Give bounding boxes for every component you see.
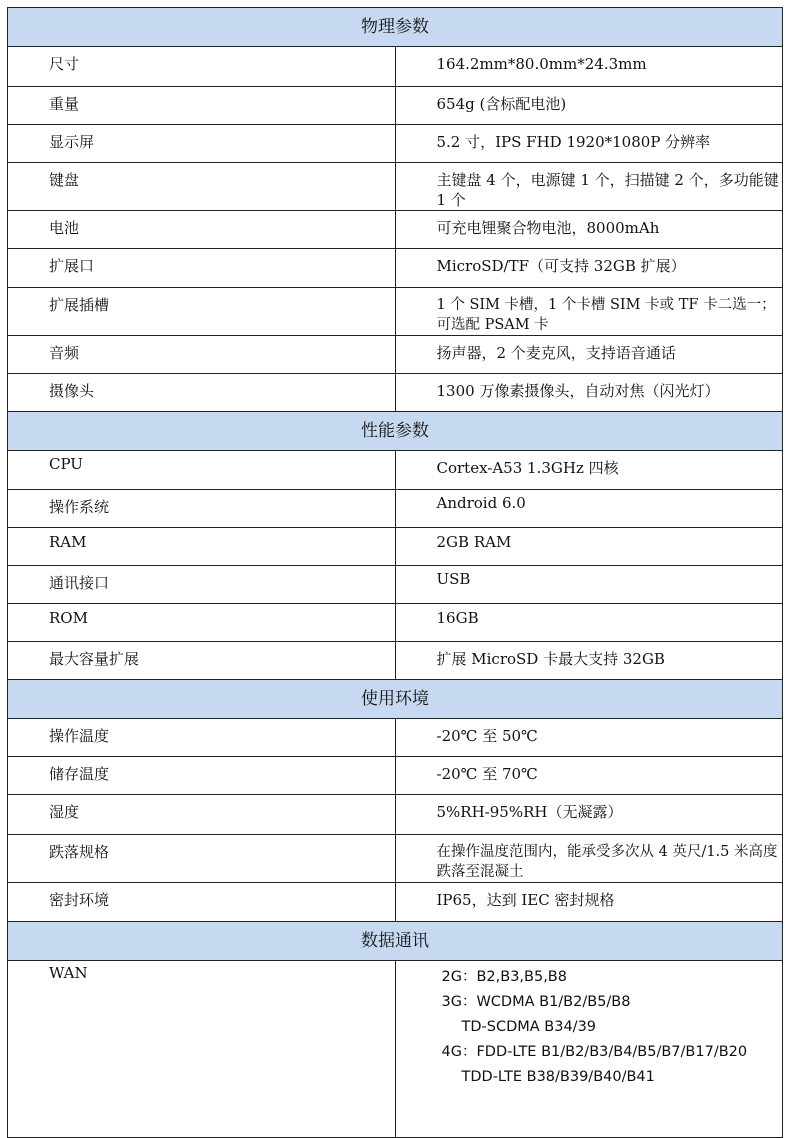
wan-line-2g: 2G：B2,B3,B5,B8	[441, 969, 567, 985]
row-label: 重量	[8, 87, 396, 125]
row-label: 键盘	[8, 163, 396, 211]
row-value: -20℃ 至 50℃	[395, 719, 783, 757]
row-value: MicroSD/TF（可支持 32GB 扩展）	[395, 249, 783, 288]
row-label: 操作温度	[8, 719, 396, 757]
section-header-performance	[8, 412, 783, 451]
row-label: 尺寸	[8, 47, 396, 87]
table-row	[8, 642, 783, 680]
section-title: 数据通讯	[8, 922, 783, 961]
row-label: 扩展插槽	[8, 288, 396, 336]
section-title: 使用环境	[8, 680, 783, 719]
row-value: 164.2mm*80.0mm*24.3mm	[395, 47, 783, 87]
table-row	[8, 490, 783, 528]
row-value: 1 个 SIM 卡槽，1 个卡槽 SIM 卡或 TF 卡二选一；可选配 PSAM 卡	[395, 288, 783, 336]
row-label: 音频	[8, 336, 396, 374]
row-value: 5.2 寸，IPS FHD 1920*1080P 分辨率	[395, 125, 783, 163]
table-row	[8, 374, 783, 412]
row-value: 在操作温度范围内，能承受多次从 4 英尺/1.5 米高度跌落至混凝土	[395, 835, 783, 883]
row-label: 湿度	[8, 795, 396, 835]
row-label: 密封环境	[8, 883, 396, 922]
section-header-environment	[8, 680, 783, 719]
section-header-physical	[8, 8, 783, 47]
row-value: 可充电锂聚合物电池，8000mAh	[395, 211, 783, 249]
wan-bands	[395, 961, 783, 1138]
row-value: 5%RH-95%RH（无凝露）	[395, 795, 783, 835]
row-value: IP65，达到 IEC 密封规格	[395, 883, 783, 922]
row-label: 摄像头	[8, 374, 396, 412]
row-value: 扬声器，2 个麦克风，支持语音通话	[395, 336, 783, 374]
table-row	[8, 835, 783, 883]
spec-table	[7, 7, 783, 1138]
row-label: 通讯接口	[8, 566, 396, 604]
spec-sheet	[7, 7, 783, 1138]
row-label: 显示屏	[8, 125, 396, 163]
row-value: -20℃ 至 70℃	[395, 757, 783, 795]
table-row	[8, 883, 783, 922]
wan-line-3g: 3G：WCDMA B1/B2/B5/B8	[441, 994, 631, 1010]
table-row	[8, 719, 783, 757]
row-value: 16GB	[395, 604, 783, 642]
row-label: 操作系统	[8, 490, 396, 528]
table-row	[8, 47, 783, 87]
table-row	[8, 163, 783, 211]
row-label: WAN	[8, 961, 396, 1138]
table-row	[8, 566, 783, 604]
table-row	[8, 451, 783, 490]
row-label: 跌落规格	[8, 835, 396, 883]
row-label: 储存温度	[8, 757, 396, 795]
row-value: 扩展 MicroSD 卡最大支持 32GB	[395, 642, 783, 680]
row-value: Android 6.0	[395, 490, 783, 528]
wan-line-tdd-lte: TDD-LTE B38/B39/B40/B41	[461, 1069, 655, 1085]
section-title: 物理参数	[8, 8, 783, 47]
wan-line-4g: 4G：FDD-LTE B1/B2/B3/B4/B5/B7/B17/B20	[441, 1044, 748, 1060]
section-header-data-comm	[8, 922, 783, 961]
row-label: RAM	[8, 528, 396, 566]
table-row	[8, 87, 783, 125]
wan-line-td-scdma: TD-SCDMA B34/39	[461, 1019, 597, 1035]
row-value: USB	[395, 566, 783, 604]
row-value: Cortex-A53 1.3GHz 四核	[395, 451, 783, 490]
row-label: ROM	[8, 604, 396, 642]
row-label: 电池	[8, 211, 396, 249]
row-value: 2GB RAM	[395, 528, 783, 566]
row-value: 654g (含标配电池)	[395, 87, 783, 125]
table-row	[8, 795, 783, 835]
row-value: 主键盘 4 个，电源键 1 个，扫描键 2 个，多功能键 1 个	[395, 163, 783, 211]
table-row	[8, 125, 783, 163]
table-row	[8, 757, 783, 795]
row-label: 最大容量扩展	[8, 642, 396, 680]
table-row	[8, 249, 783, 288]
table-row	[8, 211, 783, 249]
table-row	[8, 288, 783, 336]
table-row	[8, 336, 783, 374]
section-title: 性能参数	[8, 412, 783, 451]
row-label: 扩展口	[8, 249, 396, 288]
table-row	[8, 604, 783, 642]
row-value: 1300 万像素摄像头，自动对焦（闪光灯）	[395, 374, 783, 412]
table-row	[8, 528, 783, 566]
table-row	[8, 961, 783, 1138]
row-label: CPU	[8, 451, 396, 490]
